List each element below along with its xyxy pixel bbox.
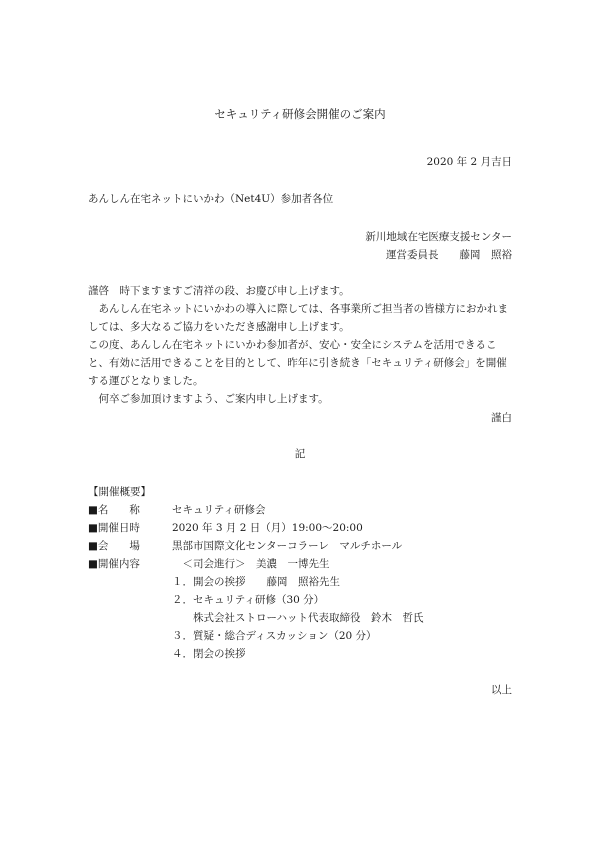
overview-heading: 【開催概要】 (88, 486, 151, 498)
overview-value: セキュリティ研修会 (172, 504, 266, 516)
program-item: １．開会の挨拶 藤岡 照裕先生 (172, 576, 340, 588)
end-marker: 以上 (491, 684, 512, 696)
sender-name: 運営委員長 藤岡 照裕 (386, 249, 512, 261)
ki-heading: 記 (294, 448, 306, 460)
body-line: しては、多大なるご協力をいただき感謝申し上げます。 (88, 321, 350, 333)
program-item: ２．セキュリティ研修（30 分） (172, 594, 325, 606)
body-line: あんしん在宅ネットにいかわの導入に際しては、各事業所ご担当者の皆様方におかれま (88, 303, 508, 315)
overview-value: 2020 年 3 月 2 日（月）19:00〜20:00 (172, 522, 363, 534)
overview-label: ■名 称 (88, 504, 140, 516)
overview-label: ■開催日時 (88, 522, 140, 534)
program-item: ４．閉会の挨拶 (172, 648, 246, 660)
program-item: ３．質疑・総合ディスカッション（20 分） (172, 630, 377, 642)
overview-label: ■開催内容 (88, 558, 140, 570)
overview-value: ＜司会進行＞ 美濃 一博先生 (172, 558, 330, 570)
program-item: 株式会社ストローハット代表取締役 鈴木 哲氏 (172, 612, 424, 624)
body-line: 謹啓 時下ますますご清祥の段、お慶び申し上げます。 (88, 285, 350, 297)
body-line: する運びとなりました。 (88, 375, 204, 387)
body-line: と、有効に活用できることを目的として、昨年に引き続き「セキュリティ研修会」を開催 (88, 357, 507, 369)
body-line: この度、あんしん在宅ネットにいかわ参加者が、安心・安全にシステムを活用できるこ (88, 339, 497, 351)
addressee: あんしん在宅ネットにいかわ（Net4U）参加者各位 (88, 193, 334, 205)
document-date: 2020 年 2 月吉日 (426, 156, 512, 168)
overview-label: ■会 場 (88, 540, 140, 552)
sender-organization: 新川地域在宅医療支援センター (365, 231, 512, 243)
body-line: 何卒ご参加頂けますよう、ご案内申し上げます。 (88, 393, 329, 405)
overview-value: 黒部市国際文化センターコラーレ マルチホール (172, 540, 403, 552)
closing-word: 謹白 (491, 412, 512, 424)
document-title: セキュリティ研修会開催のご案内 (214, 107, 386, 121)
